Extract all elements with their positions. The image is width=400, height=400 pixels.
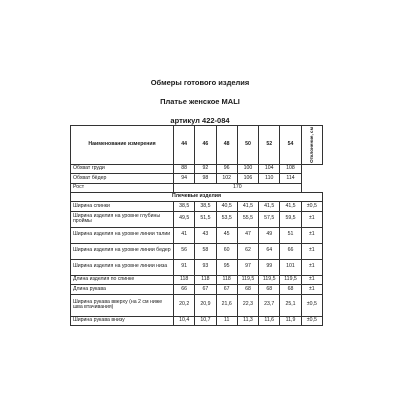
value-cell: 21,6 [216,294,237,316]
value-cell: 93 [195,259,216,275]
value-cell: 55,5 [237,211,258,227]
value-cell: 94 [174,174,195,184]
table-row [71,259,323,275]
value-cell: 119,5 [280,275,301,285]
value-cell: 49 [259,227,280,243]
value-cell: 41,5 [259,202,280,212]
value-cell: 47 [237,227,258,243]
row-label: Длина изделия по спинке [71,275,174,285]
value-cell: 66 [174,285,195,295]
value-cell: 41,5 [280,202,301,212]
row-label: Ширина изделия на уровне линии низа [71,259,174,275]
value-cell: 45 [216,227,237,243]
value-cell: 68 [280,285,301,295]
tolerance-cell: ±0,5 [301,316,322,326]
value-cell: 68 [259,285,280,295]
value-cell: 97 [237,259,258,275]
article-number: артикул 422-084 [170,116,230,125]
table-row [71,164,323,174]
row-label: Ширина изделия на уровне линии бедер [71,243,174,259]
value-cell: 11,9 [280,316,301,326]
size-header: 50 [237,126,258,165]
table-header-row [71,126,323,165]
value-cell: 22,3 [237,294,258,316]
size-header: 54 [280,126,301,165]
value-cell: 99 [259,259,280,275]
section-label: Плечевые изделия [71,193,323,202]
size-header: 44 [174,126,195,165]
value-cell: 11 [216,316,237,326]
name-column-header: Наименование измерения [71,126,174,165]
value-cell: 98 [195,174,216,184]
row-label: Обхват бёдер [71,174,174,184]
value-cell: 102 [216,174,237,184]
value-cell: 56 [174,243,195,259]
value-cell: 118 [174,275,195,285]
value-cell: 20,2 [174,294,195,316]
row-label: Ширина изделия на уровне линии талии [71,227,174,243]
tolerance-cell: ±1 [301,275,322,285]
value-cell: 57,5 [259,211,280,227]
value-cell: 25,1 [280,294,301,316]
value-cell: 38,5 [195,202,216,212]
value-cell: 64 [259,243,280,259]
tolerance-cell: ±1 [301,259,322,275]
value-cell: 110 [259,174,280,184]
tolerance-cell: ±0,5 [301,202,322,212]
row-label: Рост [71,183,174,193]
value-cell: 101 [280,259,301,275]
tolerance-cell: ±1 [301,211,322,227]
tolerance-cell: ±1 [301,243,322,259]
value-cell: 43 [195,227,216,243]
value-cell: 118 [195,275,216,285]
table-row [71,294,323,316]
value-cell: 51 [280,227,301,243]
value-cell: 10,4 [174,316,195,326]
value-cell: 41 [174,227,195,243]
value-cell: 66 [280,243,301,259]
size-header: 52 [259,126,280,165]
tolerance-cell: ±1 [301,285,322,295]
table-row [71,202,323,212]
value-cell: 23,7 [259,294,280,316]
table-row [71,316,323,326]
value-cell: 67 [216,285,237,295]
section-row [71,193,323,202]
row-label: Ширина изделия на уровне глубины проймы [71,211,174,227]
product-name: Платье женское MALI [160,97,240,106]
value-cell: 62 [237,243,258,259]
size-header: 48 [216,126,237,165]
table-row [71,183,323,193]
value-cell: 41,5 [237,202,258,212]
value-cell: 51,5 [195,211,216,227]
tolerance-column-header: Отклонение, см [301,126,322,165]
value-cell: 60 [216,243,237,259]
value-cell: 11,3 [237,316,258,326]
table-row [71,174,323,184]
value-cell: 59,5 [280,211,301,227]
value-cell: 49,5 [174,211,195,227]
doc-title: Обмеры готового изделия [150,78,250,87]
value-cell: 11,6 [259,316,280,326]
value-cell: 106 [237,174,258,184]
value-cell: 118 [216,275,237,285]
row-label: Ширина рукава вверху (на 2 см ниже шва втачивания) [71,294,174,316]
tolerance-cell: ±0,5 [301,294,322,316]
value-cell: 10,7 [195,316,216,326]
table-row [71,285,323,295]
value-cell: 91 [174,259,195,275]
table-row [71,211,323,227]
value-cell: 100 [237,164,258,174]
value-cell: 96 [216,164,237,174]
value-cell: 95 [216,259,237,275]
value-cell: 68 [237,285,258,295]
value-cell: 53,5 [216,211,237,227]
row-label: Ширина спинки [71,202,174,212]
value-cell: 88 [174,164,195,174]
table-row [71,275,323,285]
value-cell: 119,5 [259,275,280,285]
value-cell: 92 [195,164,216,174]
row-label: Длина рукава [71,285,174,295]
row-label: Обхват груди [71,164,174,174]
tolerance-cell: ±1 [301,227,322,243]
value-cell: 108 [280,164,301,174]
value-cell: 20,9 [195,294,216,316]
row-label: Ширина рукава внизу [71,316,174,326]
measurements-table [70,125,323,326]
table-row [71,227,323,243]
table-row [71,243,323,259]
value-cell: 58 [195,243,216,259]
merged-value: 170 [174,183,302,193]
size-header: 46 [195,126,216,165]
value-cell: 40,5 [216,202,237,212]
value-cell: 114 [280,174,301,184]
value-cell: 67 [195,285,216,295]
value-cell: 119,5 [237,275,258,285]
value-cell: 38,5 [174,202,195,212]
value-cell: 104 [259,164,280,174]
